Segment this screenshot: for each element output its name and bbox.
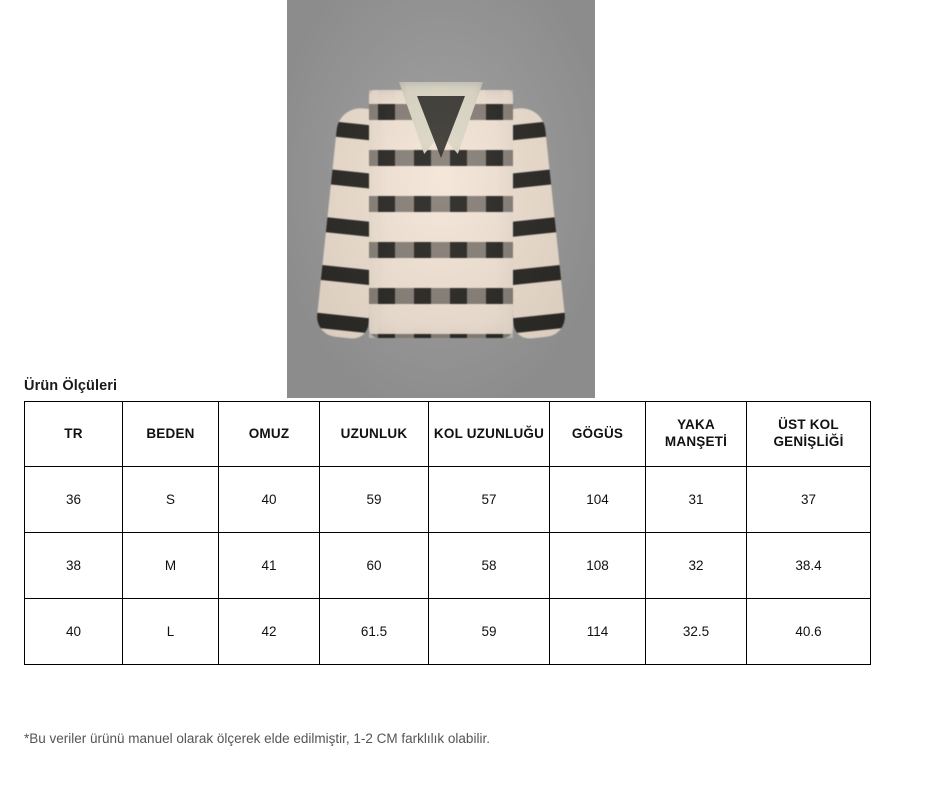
size-table bbox=[24, 401, 871, 665]
table-header-cell: YAKA MANŞETİ bbox=[646, 402, 747, 467]
table-cell: 61.5 bbox=[320, 599, 429, 665]
table-header-cell: GÖGÜS bbox=[550, 402, 646, 467]
table-cell: 59 bbox=[429, 599, 550, 665]
table-cell: 58 bbox=[429, 533, 550, 599]
table-cell: L bbox=[123, 599, 219, 665]
table-cell: 104 bbox=[550, 467, 646, 533]
table-cell: 32 bbox=[646, 533, 747, 599]
table-cell: 41 bbox=[219, 533, 320, 599]
table-cell: M bbox=[123, 533, 219, 599]
table-cell: 37 bbox=[747, 467, 871, 533]
table-cell: 114 bbox=[550, 599, 646, 665]
table-cell: S bbox=[123, 467, 219, 533]
jacket-illustration bbox=[321, 78, 561, 353]
table-cell: 40 bbox=[25, 599, 123, 665]
table-cell: 57 bbox=[429, 467, 550, 533]
product-image bbox=[287, 0, 595, 398]
table-row bbox=[25, 599, 871, 665]
table-header-row bbox=[25, 402, 871, 467]
table-row bbox=[25, 467, 871, 533]
table-cell: 40.6 bbox=[747, 599, 871, 665]
table-cell: 40 bbox=[219, 467, 320, 533]
table-header-cell: OMUZ bbox=[219, 402, 320, 467]
table-cell: 32.5 bbox=[646, 599, 747, 665]
page-title: Ürün Ölçüleri bbox=[24, 378, 118, 394]
table-footnote: *Bu veriler ürünü manuel olarak ölçerek elde edilmiştir, 1-2 CM farklılık olabilir. bbox=[24, 731, 490, 746]
table-header-cell: TR bbox=[25, 402, 123, 467]
table-header-cell: UZUNLUK bbox=[320, 402, 429, 467]
table-cell: 38.4 bbox=[747, 533, 871, 599]
table-row bbox=[25, 533, 871, 599]
table-cell: 60 bbox=[320, 533, 429, 599]
table-cell: 108 bbox=[550, 533, 646, 599]
table-cell: 38 bbox=[25, 533, 123, 599]
table-cell: 59 bbox=[320, 467, 429, 533]
table-header-cell: KOL UZUNLUĞU bbox=[429, 402, 550, 467]
table-header-cell: ÜST KOL GENİŞLİĞİ bbox=[747, 402, 871, 467]
table-cell: 42 bbox=[219, 599, 320, 665]
table-cell: 36 bbox=[25, 467, 123, 533]
table-cell: 31 bbox=[646, 467, 747, 533]
table-header-cell: BEDEN bbox=[123, 402, 219, 467]
